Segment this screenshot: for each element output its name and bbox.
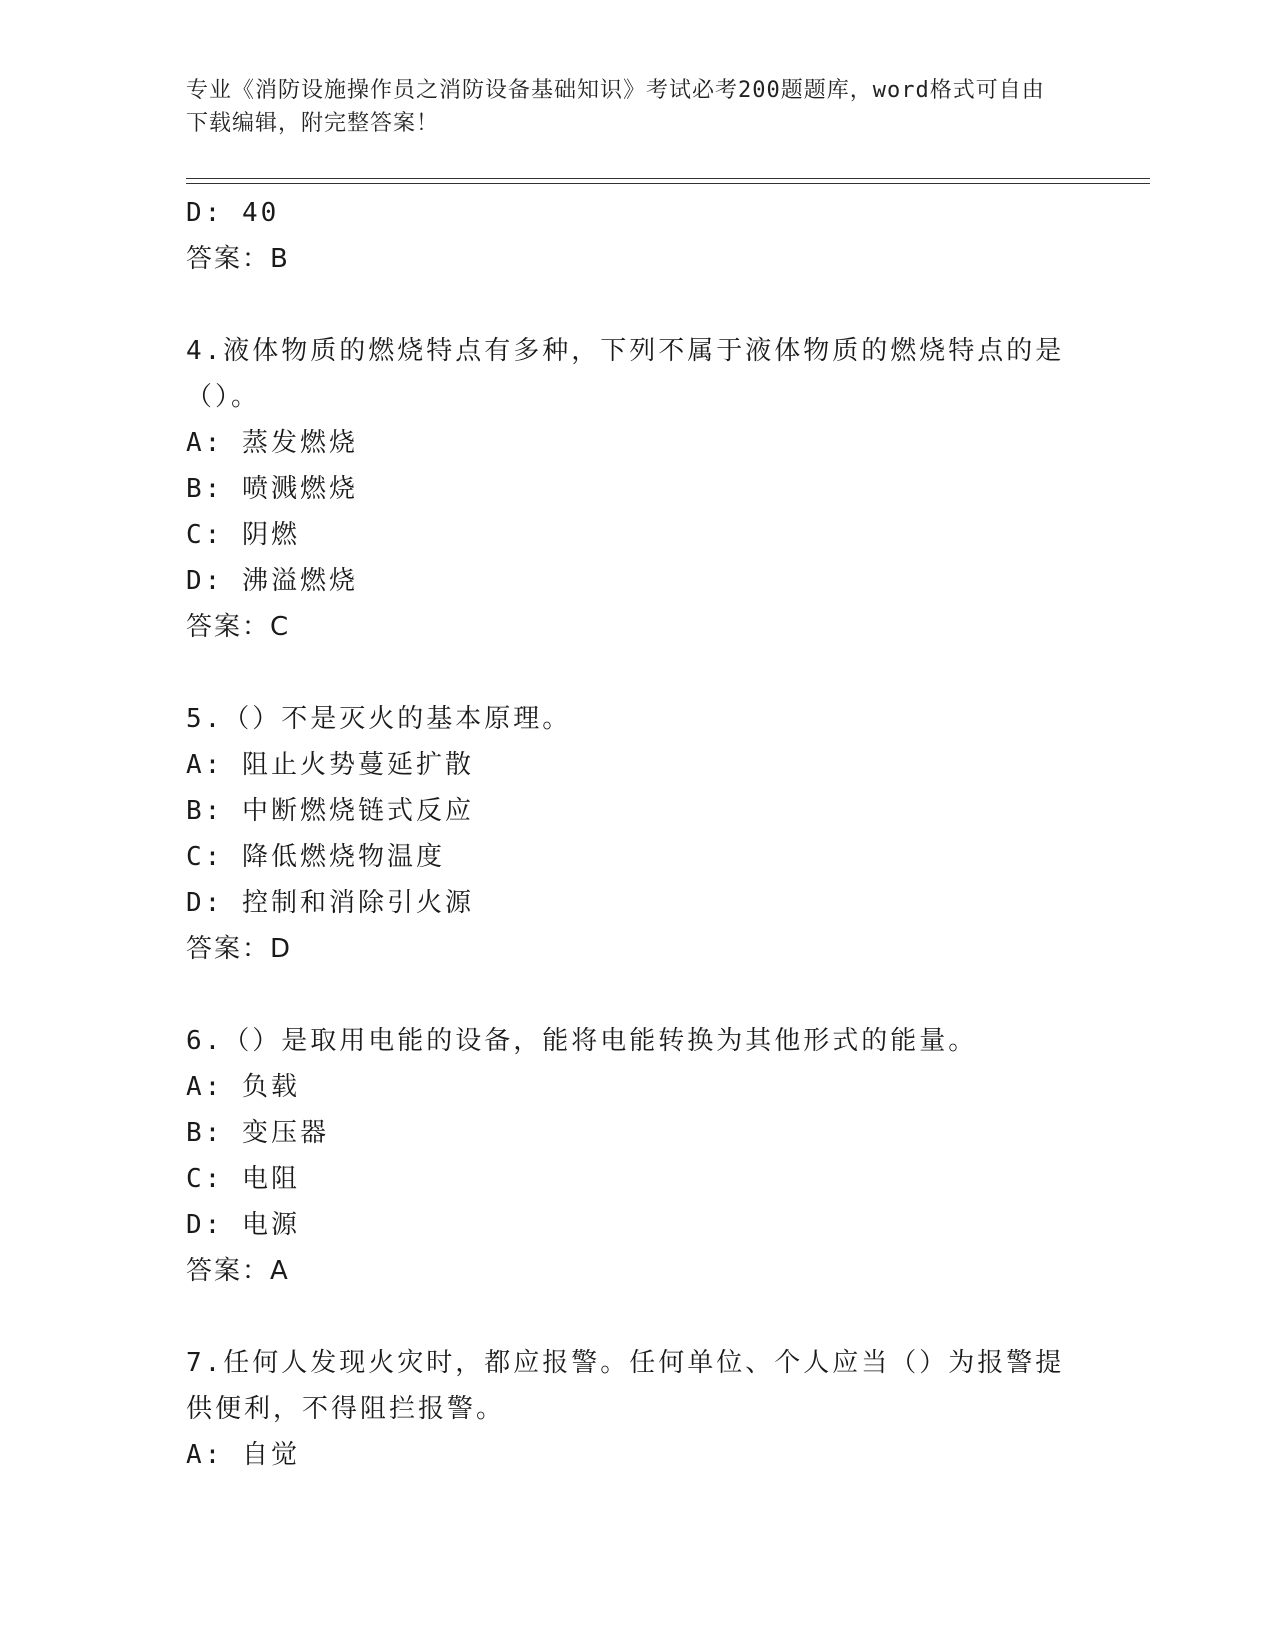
answer: 答案：C — [186, 612, 291, 642]
option-d: D: 40 — [186, 198, 280, 228]
question-5-text: 5.（）不是灭火的基本原理。 — [186, 704, 572, 734]
option-c: C: 阴燃 — [186, 520, 300, 550]
document-header: 专业《消防设施操作员之消防设备基础知识》考试必考200题题库，word格式可自由下载编辑，附完整答案！ — [186, 78, 1045, 136]
question-4-text: 4.液体物质的燃烧特点有多种，下列不属于液体物质的燃烧特点的是（）。 — [186, 336, 1065, 412]
question-7-text: 7.任何人发现火灾时，都应报警。任何单位、个人应当（）为报警提供便利，不得阻拦报警。 — [186, 1348, 1065, 1424]
answer: 答案：D — [186, 934, 293, 964]
option-d: D: 电源 — [186, 1210, 300, 1240]
header-divider-bottom — [186, 183, 1150, 184]
option-b: B: 中断燃烧链式反应 — [186, 796, 474, 826]
option-a: A: 蒸发燃烧 — [186, 428, 358, 458]
option-b: B: 变压器 — [186, 1118, 329, 1148]
option-c: C: 降低燃烧物温度 — [186, 842, 445, 872]
option-a: A: 负载 — [186, 1072, 300, 1102]
option-c: C: 电阻 — [186, 1164, 300, 1194]
question-content — [186, 190, 1086, 1478]
answer: 答案：A — [186, 1256, 290, 1286]
option-d: D: 控制和消除引火源 — [186, 888, 474, 918]
option-a: A: 阻止火势蔓延扩散 — [186, 750, 474, 780]
option-a: A: 自觉 — [186, 1440, 300, 1470]
header-divider-top — [186, 178, 1150, 179]
option-b: B: 喷溅燃烧 — [186, 474, 358, 504]
question-6-text: 6.（）是取用电能的设备，能将电能转换为其他形式的能量。 — [186, 1026, 978, 1056]
option-d: D: 沸溢燃烧 — [186, 566, 358, 596]
answer: 答案：B — [186, 244, 290, 274]
